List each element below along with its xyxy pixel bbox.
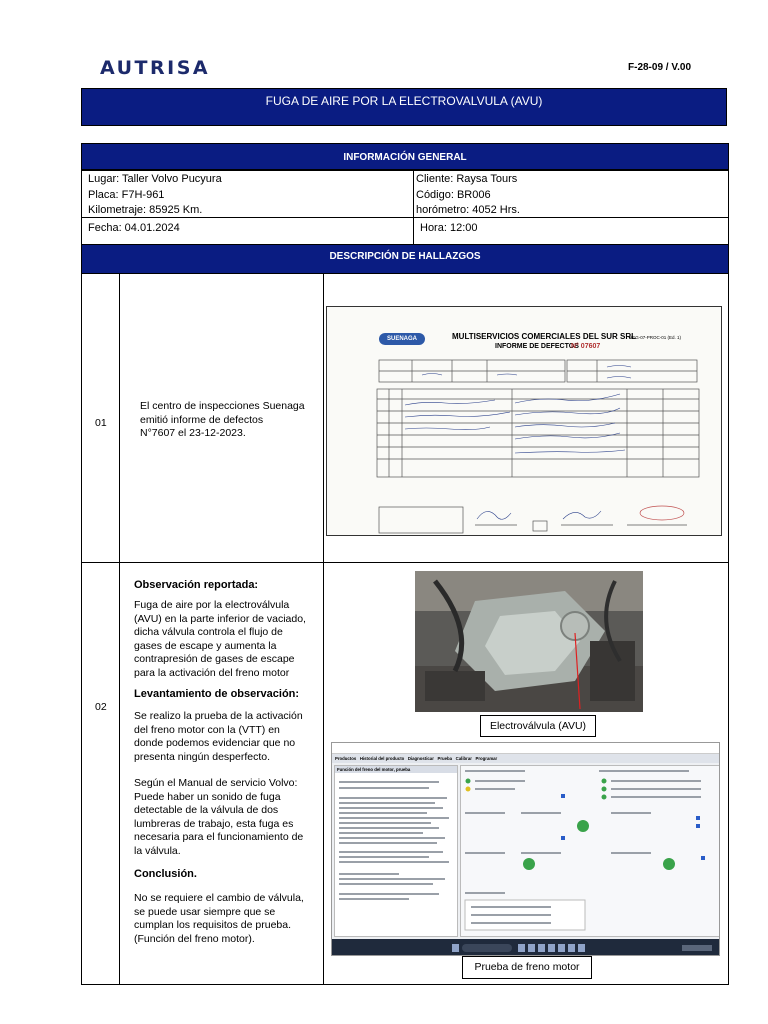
hora-value: Hora: 12:00 bbox=[420, 222, 478, 234]
lifting-line: Se realizo la prueba de la activación bbox=[134, 710, 303, 722]
row-02-number: 02 bbox=[95, 701, 107, 713]
row-02-description-cell bbox=[119, 562, 324, 985]
observation-line: para la activación del freno motor bbox=[134, 666, 290, 679]
observation-line: (AVU) en la parte inferior de vaciado, bbox=[134, 612, 306, 625]
observation-title: Observación reportada: bbox=[134, 579, 259, 591]
taskbar-icons bbox=[332, 939, 720, 956]
screenshot-tab: Diagnosticar bbox=[407, 756, 434, 761]
screenshot-tabs bbox=[332, 754, 720, 763]
screenshot-tab: Programar bbox=[475, 756, 498, 761]
valve-caption: Electroválvula (AVU) bbox=[480, 715, 596, 737]
manual-line: Según el Manual de servicio Volvo: bbox=[134, 777, 298, 789]
findings-heading: DESCRIPCIÓN DE HALLAZGOS bbox=[81, 244, 729, 274]
horometro-value: horómetro: 4052 Hrs. bbox=[416, 204, 520, 216]
row-01-description-cell bbox=[119, 273, 324, 563]
manual-line: la válvula. bbox=[134, 844, 181, 857]
suenaga-logo: SUENAGA bbox=[379, 333, 425, 345]
lifting-title: Levantamiento de observación: bbox=[134, 688, 300, 700]
row-01-number: 01 bbox=[95, 417, 107, 429]
row-01-line: N°7607 el 23-12-2023. bbox=[140, 427, 246, 439]
manual-text bbox=[134, 777, 322, 858]
conclusion-title: Conclusión. bbox=[134, 868, 197, 880]
defect-report-scan bbox=[326, 306, 722, 536]
valve-photo-drawing bbox=[415, 571, 643, 712]
cliente-value: Cliente: Raysa Tours bbox=[416, 173, 518, 185]
conclusion-line: se puede usar siempre que se bbox=[134, 905, 276, 918]
conclusion-text bbox=[134, 892, 322, 946]
scan-form-code: REG-07-PROC-01 (Ed. 1) bbox=[629, 335, 682, 340]
manual-line: lumbreras de trabajo, esta fuga es bbox=[134, 817, 294, 830]
manual-line: necesaria para el funcionamiento de bbox=[134, 831, 304, 843]
scan-report-number: N° 07607 bbox=[571, 343, 601, 350]
row-01-number-cell bbox=[81, 273, 120, 563]
general-info-right bbox=[413, 170, 729, 218]
hora-cell bbox=[413, 217, 729, 245]
observation-line: Fuga de aire por la electroválvula bbox=[134, 599, 290, 611]
lifting-line: presenta ningún desperfecto. bbox=[134, 750, 271, 763]
vtt-screenshot bbox=[331, 742, 720, 956]
lifting-line: donde podemos evidenciar que no bbox=[134, 737, 296, 749]
manual-line: detectable de la válvula de dos bbox=[134, 804, 279, 816]
conclusion-line: cumplan los requisitos de prueba. bbox=[134, 919, 292, 931]
row-01-line: emitió informe de defectos bbox=[140, 413, 264, 426]
screenshot-titlebar bbox=[332, 743, 720, 754]
screenshot-taskbar bbox=[332, 939, 720, 956]
lifting-text bbox=[134, 710, 322, 764]
autrisa-logo: AUTRISA bbox=[100, 57, 211, 79]
general-info-heading: INFORMACIÓN GENERAL bbox=[81, 143, 729, 170]
observation-line: contrapresión de gases de escape bbox=[134, 653, 295, 665]
manual-line: Puede haber un sonido de fuga bbox=[134, 790, 281, 803]
kilometraje-value: Kilometraje: 85925 Km. bbox=[88, 204, 203, 216]
row-01-line: El centro de inspecciones Suenaga bbox=[140, 400, 305, 412]
conclusion-line: No se requiere el cambio de válvula, bbox=[134, 892, 304, 904]
screenshot-panel-text bbox=[335, 773, 455, 933]
fecha-value: Fecha: 04.01.2024 bbox=[88, 222, 180, 234]
brake-test-caption: Prueba de freno motor bbox=[462, 956, 592, 979]
observation-line: dicha válvula controla el flujo de bbox=[134, 626, 283, 638]
screenshot-tab: Productos bbox=[335, 756, 357, 761]
screenshot-tab: Prueba bbox=[437, 756, 453, 761]
screenshot-panel-title: Función del freno del motor, prueba bbox=[335, 766, 457, 773]
report-title: FUGA DE AIRE POR LA ELECTROVALVULA (AVU) bbox=[81, 88, 727, 126]
screenshot-left-panel bbox=[334, 765, 458, 937]
row-02-description bbox=[134, 578, 322, 946]
document-code: F-28-09 / V.00 bbox=[628, 62, 692, 73]
screenshot-tab: Historial del producto bbox=[359, 756, 405, 761]
conclusion-line: (Función del freno motor). bbox=[134, 932, 255, 945]
lifting-line: del freno motor con la (VTT) en bbox=[134, 723, 280, 736]
screenshot-right-panel bbox=[460, 765, 720, 937]
lugar-value: Lugar: Taller Volvo Pucyura bbox=[88, 173, 222, 185]
screenshot-tab: Calibrar bbox=[455, 756, 472, 761]
general-info-left bbox=[81, 170, 414, 218]
scan-form-lines bbox=[327, 307, 721, 535]
scan-report-title: INFORME DE DEFECTOS bbox=[495, 343, 579, 350]
observation-line: gases de escape y aumenta la bbox=[134, 639, 277, 652]
valve-photo bbox=[415, 571, 643, 712]
placa-value: Placa: F7H-961 bbox=[88, 188, 165, 201]
observation-text bbox=[134, 599, 322, 680]
scan-company: MULTISERVICIOS COMERCIALES DEL SUR SRL bbox=[452, 332, 637, 341]
codigo-value: Código: BR006 bbox=[416, 188, 491, 201]
fecha-cell bbox=[81, 217, 414, 245]
row-01-description bbox=[140, 400, 305, 441]
screenshot-controls bbox=[461, 766, 719, 936]
row-02-number-cell bbox=[81, 562, 120, 985]
